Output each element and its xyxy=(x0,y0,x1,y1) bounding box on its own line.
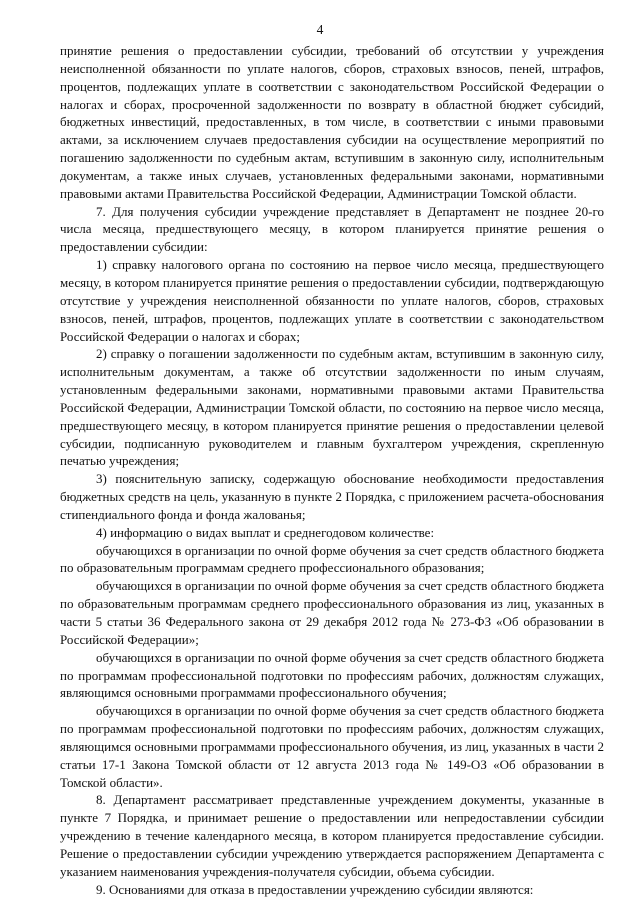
paragraph-item-7: 7. Для получения субсидии учреждение представляет в Департамент не позднее 20-го числа месяца, предшествующего месяцу, в котором планируется принятие решения о предоставлении субсидии: xyxy=(60,203,604,255)
paragraph-item-7-1: 1) справку налогового органа по состоянию на первое число месяца, предшествующего месяцу, в котором планируется принятие решения о предоставлении субсидии, подтверждающую отсутствие у учреждения неисполненной обязанности по уплате налогов, сборов, страховых взносов, пеней, штрафов, процентов, подлежащих уплате в соответствии с законодательством Российской Федерации о налогах и сборах; xyxy=(60,257,604,344)
paragraph-students-3: обучающихся в организации по очной форме обучения за счет средств областного бюджета по программам профессиональной подготовки по профессиям рабочих, должностям служащих, являющимся основными программами профессионального обучения; xyxy=(60,649,604,701)
paragraph-item-7-3: 3) пояснительную записку, содержащую обоснование необходимости предоставления бюджетных средств на цель, указанную в пункте 2 Порядка, с приложением расчета-обоснования стипендиального фонда и фонда жалованья; xyxy=(60,471,604,522)
paragraph-students-1: обучающихся в организации по очной форме обучения за счет средств областного бюджета по образовательным программам среднего профессионального образования; xyxy=(60,542,604,576)
document-body xyxy=(60,42,604,899)
paragraph-item-7-4: 4) информацию о видах выплат и среднегодовом количестве: xyxy=(96,524,435,540)
paragraph-students-4: обучающихся в организации по очной форме обучения за счет средств областного бюджета по программам профессиональной подготовки по профессиям рабочих, должностям служащих, являющимся основными программами профессионального обучения, из лиц, указанных в части 2 статьи 17-1 Закона Томской области от 12 августа 2013 года № 149-ОЗ «Об образовании в Томской области». xyxy=(60,703,604,790)
paragraph-continuation: принятие решения о предоставлении субсидии, требований об отсутствии у учреждения неисполненной обязанности по уплате налогов, сборов, страховых взносов, пеней, штрафов, процентов, подлежащих уплате в соответствии с законодательством Российской Федерации о налогах и сборах, просроченной задолженности по возврату в областной бюджет субсидий, бюджетных инвестиций, предоставленных, в том числе, в соответствии с иными правовыми актами, за исключением случаев предоставления субсидии на осуществление мероприятий по погашению задолженности по судебным актам, вступившим в законную силу, исполнительным документам, а также иных случаев, установленных федеральными законами, нормативными правовыми актами Правительства Российской Федерации, Администрации Томской области. xyxy=(60,43,604,201)
paragraph-item-9: 9. Основаниями для отказа в предоставлении учреждению субсидии являются: xyxy=(96,881,534,897)
paragraph-students-2: обучающихся в организации по очной форме обучения за счет средств областного бюджета по образовательным программам среднего профессионального образования из лиц, указанных в части 5 статьи 36 Федерального закона от 29 декабря 2012 года № 273-ФЗ «Об образовании в Российской Федерации»; xyxy=(60,578,604,647)
paragraph-item-8: 8. Департамент рассматривает представленные учреждением документы, указанные в пункте 7 Порядка, и принимает решение о предоставлении или непредоставлении субсидии учреждению в течение календарного месяца, в котором планируется предоставление субсидии. Решение о предоставлении субсидии учреждению утверждается распоряжением Департамента с указанием наименования учреждения-получателя субсидии, объема субсидии. xyxy=(60,792,604,879)
page-number: 4 xyxy=(316,22,324,37)
paragraph-item-7-2: 2) справку о погашении задолженности по судебным актам, вступившим в законную силу, исполнительным документам, а также об отсутствии задолженности по иным случаям, установленным федеральными законами, нормативными правовыми актами Правительства Российской Федерации, Администрации Томской области, по состоянию на первое число месяца, предшествующего месяцу, в котором планируется принятие решения о предоставлении целевой субсидии, подписанную руководителем и главным бухгалтером учреждения, скрепленную печатью учреждения; xyxy=(60,346,604,469)
